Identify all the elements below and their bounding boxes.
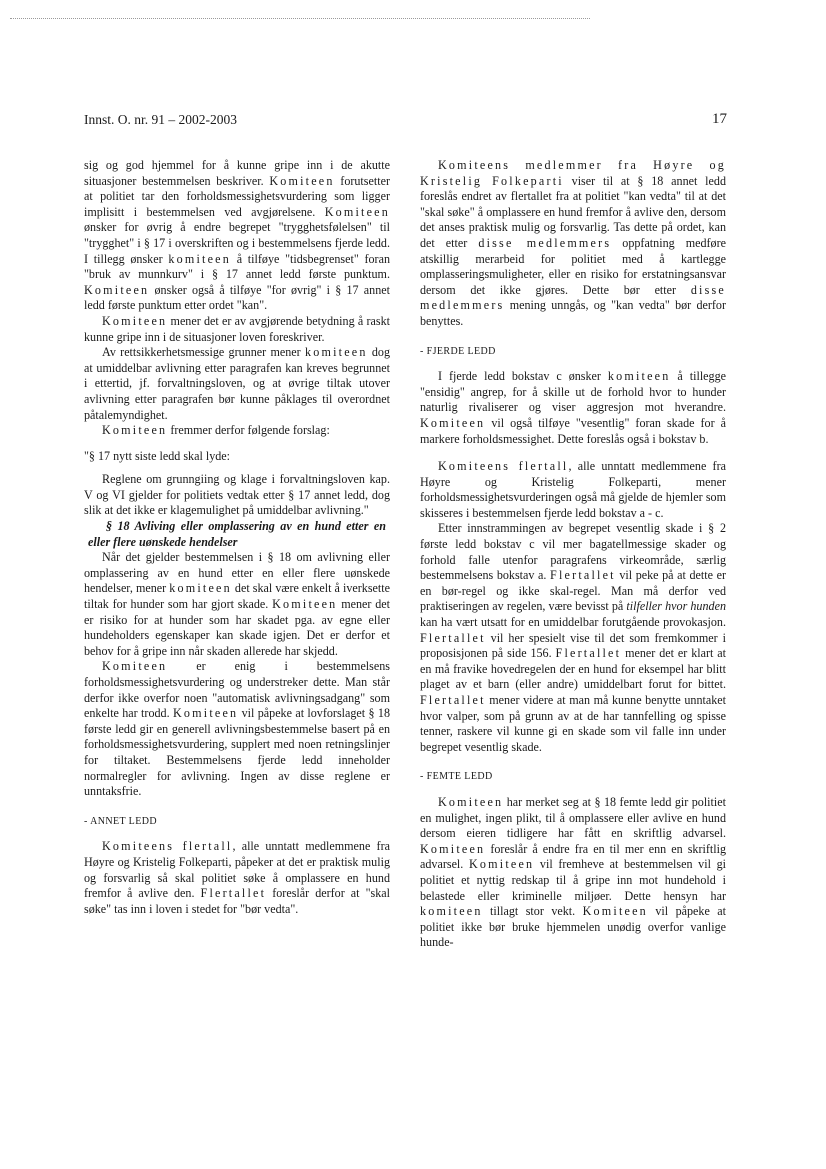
running-header: Innst. O. nr. 91 – 2002-2003 — [84, 112, 237, 127]
section-title: § 18 Avliving eller omplassering av en hund etter en eller flere uønskede hendelser — [88, 519, 386, 549]
subsection-label: - FJERDE LEDD — [420, 345, 496, 357]
paragraph: I fjerde ledd bokstav c ønsker komiteen å tillegge "ensidig" angrep, for å skille ut de forhold hvor to hunder naturlig rivaliserer og viser aggresjon mot hverandre. Komiteen vil også tilføye "vesentlig" foran skade for å markere forholdsmessighet. Dette foreslås også i bokstav b. — [420, 369, 727, 446]
paragraph: Når det gjelder bestemmelsen i § 18 om avlivning eller omplassering av en hund etter en eller flere uønskede hendelser, mener komiteen det skal være enkelt å iverksette tiltak for hunder som har gjort skade. Komiteen mener det er risiko for at hunder som har skadet pga. av egne eller hundeholders egenskaper kan skade igjen. Det er derfor et behov for å gripe inn når skaden allerede har skjedd. — [84, 550, 390, 658]
left-column — [84, 158, 390, 917]
paragraph: Komiteens medlemmer fra Høyre og Kristelig Folkeparti viser til at § 18 annet ledd foreslås endret av flertallet fra at politiet "kan vedta" til at det "skal søke" å omplassere en hund fremfor å avlive den, dersom det anses praktisk mulig og forsvarlig. Tas dette på ordet, kan det etter disse medlemmers oppfatning medføre atskillig merarbeid for politiet med å kartlegge omplasseringsmuligheter, eller en risiko for erstatningsansvar dersom det ikke gjøres. Dette bør etter disse medlemmers mening unngås, og "kan vedta" bør derfor benyttes. — [420, 158, 726, 328]
paragraph: Komiteen mener det er av avgjørende betydning å raskt kunne gripe inn i de situasjoner loven foreskriver. — [84, 313, 390, 344]
scan-edge-line — [10, 18, 590, 19]
paragraph: sig og god hjemmel for å kunne gripe inn i de akutte situasjoner bestemmelsen beskriver. Komiteen forutsetter at politiet tar den forholdsmessighetsvurdering som ligger implisitt i bestemmelsen ved avgjørelsene. Komiteen ønsker for øvrig å endre begrepet "trygghetsfølelsen" til "trygghet" i § 17 i overskriften og i bestemmelsens fjerde ledd. I tillegg ønsker komiteen å tilføye "tidsbegrenset" foran "bruk av munnkurv" i § 17 annet ledd første punktum. Komiteen ønsker også å tilføye "for øvrig" i § 17 annet ledd første punktum etter ordet "kan". — [84, 158, 391, 313]
page-number: 17 — [712, 111, 727, 127]
paragraph: Etter innstrammingen av begrepet vesentlig skade i § 2 første ledd bokstav c vil mer bagatellmessige skader og forhold falle utenfor paragrafens virkeområde, særlig bestemmelsens bokstav a. Flertallet vil peke på at dette er en bør-regel og ikke skal-regel. Man må derfor ved praktiseringen av regelen, være bevisst på tilfeller hvor hunden kan ha vært utsatt for en umiddelbar forutgående provokasjon. Flertallet vil her spesielt vise til det som fremkommer i proposisjonen på side 156. Flertallet mener det er klart at en må fravike hovedregelen der en hund for eksempel har blitt plaget av et barn (eller andre) umiddelbart forut for bittet. Flertallet mener videre at man må kunne benytte unntaket hvor valper, som på grunn av at de har tannfelling og spisse tenner, raskere vil kunne gi en skade som vil falle inn under begrepet vesentlig skade. — [420, 521, 726, 754]
right-column — [420, 158, 726, 951]
paragraph: Komiteen har merket seg at § 18 femte ledd gir politiet en mulighet, ingen plikt, til å omplassere eller avlive en hund dersom eieren tidligere har fått en skriftlig advarsel. Komiteen foreslår å endre fra en til mer enn en skriftlig advarsel. Komiteen vil fremheve at bestemmelsen vil gi politiet et nyttig redskap til å gripe inn mot hundehold i belastede eller kriminelle miljøer. Dette hensyn har komiteen tillagt stor vekt. Komiteen vil påpeke at politiet ikke bør bruke hjemmelen unødig overfor vanlige hunde- — [420, 794, 726, 950]
paragraph: Komiteens flertall, alle unntatt medlemmene fra Høyre og Kristelig Folkeparti, mener forholdsmessighetsvurderingen også må gjelde de hjemler som skisseres i bestemmelsen fjerde ledd bokstav a - c. — [420, 459, 726, 520]
paragraph: Komiteens flertall, alle unntatt medlemmene fra Høyre og Kristelig Folkeparti, påpeker at det er praktisk mulig og forsvarlig så skal politiet søke å omplassere en hund fremfor å avlive den. Flertallet foreslår derfor at "skal søke" tas inn i loven i stedet for "bør vedta". — [84, 839, 390, 916]
spacer — [420, 447, 726, 459]
subsection-label: - ANNET LEDD — [84, 815, 157, 827]
proposal-text: Reglene om grunngiing og klage i forvaltningsloven kap. V og VI gjelder for politiets vedtak etter § 17 annet ledd, dog slik at det ikke er klagemulighet på umiddelbar avlivning." — [84, 472, 390, 518]
subsection-label: - FEMTE LEDD — [420, 771, 493, 783]
paragraph: Komiteen fremmer derfor følgende forslag: — [102, 423, 330, 438]
paragraph: Komiteen er enig i bestemmelsens forholdsmessighetsvurdering og understreker dette. Man står derfor ikke overfor noen "automatisk avlivningsadgang" som enkelte har trodd. Komiteen vil påpeke at lovforslaget § 18 første ledd gir en generell avlivningsbestemmelse basert på en forholdsmessighetsvurdering, supplert med noen retningslinjer for tiltaket. Bestemmelsens fjerde ledd inneholder normalregler for avlivning. Ingen av disse reglene er unntaksfrie. — [84, 659, 390, 799]
proposal-heading: "§ 17 nytt siste ledd skal lyde: — [84, 448, 231, 463]
paragraph: Av rettsikkerhetsmessige grunner mener komiteen dog at umiddelbar avlivning etter paragrafen kan kreves begrunnet i ettertid, jf. forvaltningsloven, og at øvrige tiltak utover avlivning etter paragrafen bør kunne påklages til overordnet påtalemyndighet. — [84, 345, 391, 422]
